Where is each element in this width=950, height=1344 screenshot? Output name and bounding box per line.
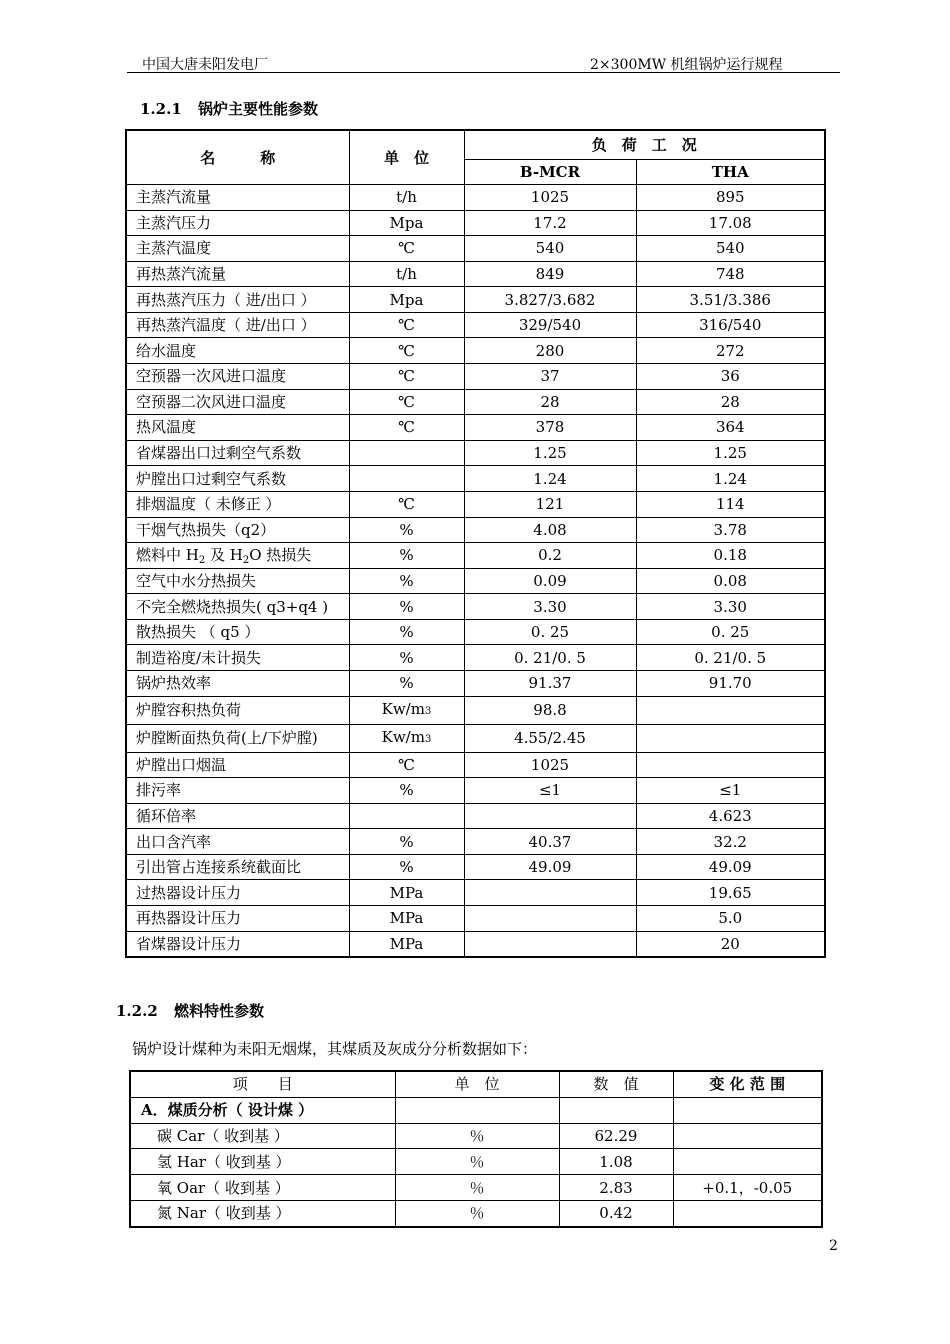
cell-unit: ℃ [349, 338, 464, 364]
cell-tha: 91.70 [636, 670, 825, 696]
cell-name: 空气中水分热损失 [126, 568, 349, 594]
table-row [126, 287, 825, 313]
fuel-cell-range [673, 1149, 822, 1175]
cell-unit: % [349, 778, 464, 804]
header-tha: THA [636, 160, 825, 185]
cell-name: 炉膛容积热负荷 [126, 696, 349, 724]
section-2-number: 1.2.2 [116, 1002, 158, 1020]
cell-name: 炉膛断面热负荷(上/下炉膛) [126, 724, 349, 752]
cell-unit: ℃ [349, 389, 464, 415]
cell-name: 再热蒸汽流量 [126, 261, 349, 287]
cell-bmcr [464, 931, 636, 957]
cell-unit: % [349, 645, 464, 671]
cell-name: 省煤器设计压力 [126, 931, 349, 957]
cell-bmcr [464, 880, 636, 906]
table-row [126, 880, 825, 906]
cell-bmcr: 37 [464, 364, 636, 390]
fuel-group-empty [673, 1097, 822, 1123]
table-row [126, 389, 825, 415]
table-row [126, 752, 825, 778]
fuel-cell-range [673, 1200, 822, 1226]
section-2-heading [116, 1000, 264, 1021]
table-row [126, 670, 825, 696]
cell-tha: 316/540 [636, 312, 825, 338]
table-row [126, 261, 825, 287]
cell-bmcr: 0.09 [464, 568, 636, 594]
table-row [126, 338, 825, 364]
fuel-cell-item: 氮 Nar（ 收到基 ） [130, 1200, 395, 1226]
cell-tha: 28 [636, 389, 825, 415]
cell-unit: % [349, 829, 464, 855]
header-divider [127, 72, 840, 73]
cell-bmcr: 1025 [464, 185, 636, 211]
table-row [126, 594, 825, 620]
fuel-cell-unit: ％ [395, 1200, 559, 1226]
cell-name: 给水温度 [126, 338, 349, 364]
section-1-title: 锅炉主要性能参数 [198, 100, 319, 118]
cell-bmcr [464, 906, 636, 932]
cell-tha: 49.09 [636, 854, 825, 880]
cell-tha: 0. 21/0. 5 [636, 645, 825, 671]
cell-unit: Kw/m3 [349, 696, 464, 724]
table-row [126, 931, 825, 957]
cell-bmcr: 4.08 [464, 517, 636, 543]
cell-bmcr: 121 [464, 491, 636, 517]
cell-tha: 3.30 [636, 594, 825, 620]
cell-bmcr: 280 [464, 338, 636, 364]
fuel-header-item: 项 目 [130, 1071, 395, 1097]
fuel-header-range: 变 化 范 围 [673, 1071, 822, 1097]
table-row [126, 906, 825, 932]
cell-name: 循环倍率 [126, 803, 349, 829]
fuel-cell-unit: ％ [395, 1123, 559, 1149]
table-row [126, 364, 825, 390]
cell-tha: 0. 25 [636, 619, 825, 645]
cell-tha [636, 724, 825, 752]
cell-tha: 748 [636, 261, 825, 287]
cell-bmcr: 540 [464, 236, 636, 262]
cell-tha: 3.78 [636, 517, 825, 543]
cell-tha: 0.08 [636, 568, 825, 594]
cell-bmcr: 91.37 [464, 670, 636, 696]
cell-tha: 19.65 [636, 880, 825, 906]
cell-name: 省煤器出口过剩空气系数 [126, 440, 349, 466]
cell-tha: 32.2 [636, 829, 825, 855]
cell-tha: 5.0 [636, 906, 825, 932]
cell-bmcr: 0.2 [464, 543, 636, 569]
cell-bmcr: 3.30 [464, 594, 636, 620]
cell-tha: 540 [636, 236, 825, 262]
table-row [126, 803, 825, 829]
table-row [126, 185, 825, 211]
section-2-title: 燃料特性参数 [174, 1002, 265, 1020]
cell-name: 再热蒸汽压力（ 进/出口 ） [126, 287, 349, 313]
fuel-header-unit: 单 位 [395, 1071, 559, 1097]
cell-name: 干烟气热损失（q2） [126, 517, 349, 543]
cell-bmcr: 28 [464, 389, 636, 415]
performance-table [125, 129, 826, 958]
cell-name: 主蒸汽压力 [126, 210, 349, 236]
cell-tha: 4.623 [636, 803, 825, 829]
fuel-cell-item: 氧 Oar（ 收到基 ） [130, 1175, 395, 1201]
cell-bmcr: 49.09 [464, 854, 636, 880]
cell-bmcr: 98.8 [464, 696, 636, 724]
table-row [126, 312, 825, 338]
header-unit: 单 位 [349, 130, 464, 185]
intro-text: 锅炉设计煤种为耒阳无烟煤，其煤质及灰成分分析数据如下： [132, 1040, 538, 1058]
table-row [126, 724, 825, 752]
cell-bmcr: 329/540 [464, 312, 636, 338]
table-row [130, 1175, 822, 1201]
cell-bmcr: 17.2 [464, 210, 636, 236]
cell-unit: % [349, 619, 464, 645]
cell-unit: Mpa [349, 210, 464, 236]
table-row [130, 1149, 822, 1175]
fuel-cell-item: 氢 Har（ 收到基 ） [130, 1149, 395, 1175]
fuel-cell-range: +0.1，-0.05 [673, 1175, 822, 1201]
cell-unit [349, 440, 464, 466]
cell-name: 空预器一次风进口温度 [126, 364, 349, 390]
cell-bmcr: 1.25 [464, 440, 636, 466]
table-row [126, 466, 825, 492]
fuel-cell-range [673, 1123, 822, 1149]
fuel-cell-unit: ％ [395, 1149, 559, 1175]
cell-unit: % [349, 568, 464, 594]
cell-name: 排烟温度（ 未修正 ） [126, 491, 349, 517]
cell-bmcr: 3.827/3.682 [464, 287, 636, 313]
header-bmcr: B-MCR [464, 160, 636, 185]
section-1-heading [140, 98, 318, 119]
cell-name: 热风温度 [126, 415, 349, 441]
table-row [126, 619, 825, 645]
fuel-cell-value: 2.83 [559, 1175, 673, 1201]
cell-unit [349, 466, 464, 492]
cell-name: 主蒸汽流量 [126, 185, 349, 211]
cell-name: 锅炉热效率 [126, 670, 349, 696]
table-row [126, 517, 825, 543]
cell-unit: Mpa [349, 287, 464, 313]
cell-name: 制造裕度/未计损失 [126, 645, 349, 671]
table-row [130, 1123, 822, 1149]
cell-name: 排污率 [126, 778, 349, 804]
fuel-cell-item: 碳 Car（ 收到基 ） [130, 1123, 395, 1149]
cell-tha: 272 [636, 338, 825, 364]
fuel-group-empty [395, 1097, 559, 1123]
cell-name: 主蒸汽温度 [126, 236, 349, 262]
cell-bmcr: 378 [464, 415, 636, 441]
cell-bmcr: 0. 25 [464, 619, 636, 645]
cell-tha: 364 [636, 415, 825, 441]
cell-tha: 1.25 [636, 440, 825, 466]
table-row [126, 236, 825, 262]
cell-bmcr: 40.37 [464, 829, 636, 855]
table-row [126, 696, 825, 724]
cell-bmcr: 1025 [464, 752, 636, 778]
table-row [126, 415, 825, 441]
fuel-header-value: 数 值 [559, 1071, 673, 1097]
table-row [126, 854, 825, 880]
fuel-cell-unit: ％ [395, 1175, 559, 1201]
header-name: 名 称 [126, 130, 349, 185]
cell-name: 炉膛出口烟温 [126, 752, 349, 778]
cell-unit: MPa [349, 906, 464, 932]
cell-name: 燃料中 $H_2$ 及 $H_2O$ 热损失 [126, 543, 349, 569]
cell-unit: % [349, 670, 464, 696]
cell-name: 炉膛出口过剩空气系数 [126, 466, 349, 492]
header-right-text: 2×300MW 机组锅炉运行规程 [590, 57, 783, 73]
cell-tha: 0.18 [636, 543, 825, 569]
cell-tha: 895 [636, 185, 825, 211]
cell-bmcr [464, 803, 636, 829]
fuel-table [129, 1070, 823, 1228]
cell-unit: ℃ [349, 312, 464, 338]
cell-tha [636, 696, 825, 724]
table-row [126, 568, 825, 594]
cell-bmcr: 1.24 [464, 466, 636, 492]
table-row [126, 645, 825, 671]
table-row [126, 491, 825, 517]
cell-unit: Kw/m3 [349, 724, 464, 752]
cell-unit: ℃ [349, 364, 464, 390]
table-row [130, 1200, 822, 1226]
cell-name: 不完全燃烧热损失( q3+q4 ) [126, 594, 349, 620]
table-row [126, 778, 825, 804]
header-left-text: 中国大唐耒阳发电厂 [142, 57, 268, 73]
cell-name: 再热器设计压力 [126, 906, 349, 932]
cell-bmcr: 849 [464, 261, 636, 287]
cell-tha: 1.24 [636, 466, 825, 492]
cell-tha: 17.08 [636, 210, 825, 236]
cell-unit: MPa [349, 880, 464, 906]
cell-tha: 114 [636, 491, 825, 517]
cell-bmcr: 4.55/2.45 [464, 724, 636, 752]
cell-unit: MPa [349, 931, 464, 957]
cell-unit: % [349, 543, 464, 569]
cell-unit: ℃ [349, 415, 464, 441]
cell-unit: ℃ [349, 752, 464, 778]
fuel-group-empty [559, 1097, 673, 1123]
cell-unit: ℃ [349, 491, 464, 517]
page-number: 2 [829, 1238, 838, 1254]
cell-unit: % [349, 594, 464, 620]
cell-tha [636, 752, 825, 778]
fuel-group-label: A．煤质分析（ 设计煤 ） [130, 1097, 395, 1123]
table-row [126, 543, 825, 569]
cell-name: 出口含汽率 [126, 829, 349, 855]
cell-tha: 20 [636, 931, 825, 957]
cell-name: 引出管占连接系统截面比 [126, 854, 349, 880]
table-row [126, 440, 825, 466]
cell-unit: % [349, 517, 464, 543]
cell-name: 过热器设计压力 [126, 880, 349, 906]
cell-unit: t/h [349, 261, 464, 287]
table-row [126, 210, 825, 236]
cell-name: 空预器二次风进口温度 [126, 389, 349, 415]
fuel-cell-value: 1.08 [559, 1149, 673, 1175]
cell-tha: 36 [636, 364, 825, 390]
cell-tha: 3.51/3.386 [636, 287, 825, 313]
cell-unit: t/h [349, 185, 464, 211]
fuel-cell-value: 0.42 [559, 1200, 673, 1226]
cell-tha: ≤1 [636, 778, 825, 804]
fuel-cell-value: 62.29 [559, 1123, 673, 1149]
cell-unit [349, 803, 464, 829]
cell-name: 再热蒸汽温度（ 进/出口 ） [126, 312, 349, 338]
cell-unit: ℃ [349, 236, 464, 262]
header-load-condition: 负 荷 工 况 [464, 130, 825, 160]
cell-unit: % [349, 854, 464, 880]
cell-bmcr: 0. 21/0. 5 [464, 645, 636, 671]
cell-bmcr: ≤1 [464, 778, 636, 804]
cell-name: 散热损失 （ q5 ） [126, 619, 349, 645]
section-1-number: 1.2.1 [140, 100, 182, 118]
table-row [126, 829, 825, 855]
